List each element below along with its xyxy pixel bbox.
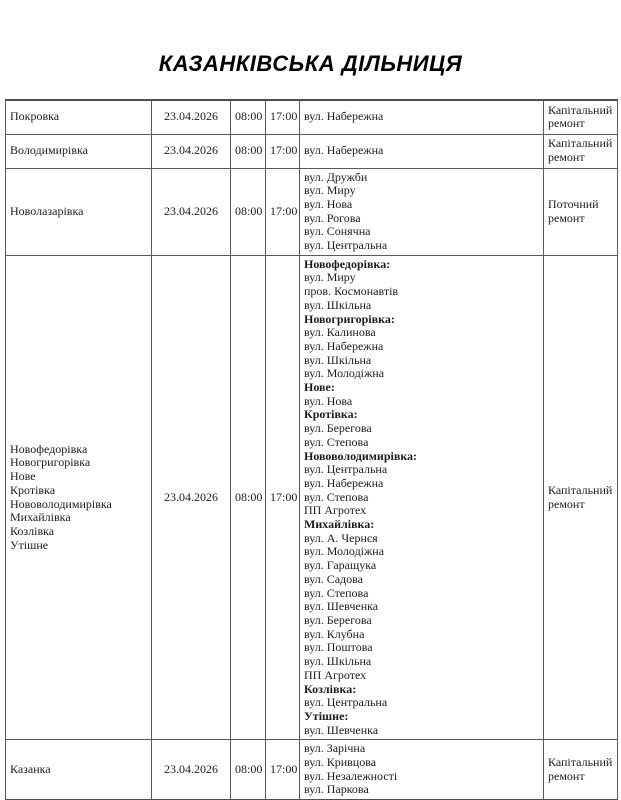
- street-name: вул. Калинова: [304, 325, 376, 340]
- start-time-cell: 08:00: [231, 740, 266, 800]
- street-name: ПП Агротех: [304, 503, 367, 518]
- table-row: [6, 100, 618, 134]
- work-type-cell: Капітальний ремонт: [544, 134, 618, 168]
- street-name: вул. Зарічна: [304, 741, 366, 756]
- settlement-name: Нововолодимирівка: [10, 496, 112, 511]
- settlement-name: Кротівка: [10, 482, 56, 497]
- start-time-cell: 08:00: [231, 100, 266, 134]
- street-name: вул. Миру: [304, 183, 356, 198]
- table-row: [6, 740, 618, 800]
- streets-cell: [300, 100, 544, 134]
- street-group-header: Новофедорівка:: [304, 256, 391, 271]
- street-name: вул. А. Чернєя: [304, 530, 378, 545]
- start-time-cell: 08:00: [231, 134, 266, 168]
- street-name: вул. Дружби: [304, 169, 368, 184]
- street-name: вул. Садова: [304, 571, 363, 586]
- street-name: вул. Набережна: [304, 143, 384, 158]
- street-name: вул. Рогова: [304, 210, 361, 225]
- end-time-cell: 17:00: [266, 134, 300, 168]
- street-group-header: Михайлівка:: [304, 517, 375, 532]
- street-name: вул. Шевченка: [304, 599, 379, 614]
- street-group-header: Козлівка:: [304, 681, 357, 696]
- streets-cell: [300, 168, 544, 255]
- settlement-name: Новофедорівка: [10, 441, 88, 456]
- date-cell: 23.04.2026: [152, 168, 231, 255]
- settlement-name: Казанка: [10, 761, 51, 776]
- street-name: вул. Сонячна: [304, 224, 371, 239]
- date-cell: 23.04.2026: [152, 740, 231, 800]
- street-group-header: Новогригорівка:: [304, 311, 395, 326]
- street-name: вул. Степова: [304, 585, 369, 600]
- end-time-cell: 17:00: [266, 168, 300, 255]
- street-name: вул. Шкільна: [304, 297, 372, 312]
- street-group-header: Утішне:: [304, 708, 349, 723]
- outage-table-body: [6, 100, 618, 800]
- street-name: вул. Кривцова: [304, 755, 377, 770]
- end-time-cell: 17:00: [266, 740, 300, 800]
- settlement-name: Новогригорівка: [10, 455, 91, 470]
- settlement-name: Новолазарівка: [10, 203, 84, 218]
- date-cell: 23.04.2026: [152, 134, 231, 168]
- street-name: вул. Центральна: [304, 462, 388, 477]
- start-time-cell: 08:00: [231, 255, 266, 740]
- end-time-cell: 17:00: [266, 100, 300, 134]
- street-name: вул. Шкільна: [304, 654, 372, 669]
- streets-cell: [300, 255, 544, 740]
- street-name: вул. Миру: [304, 270, 356, 285]
- streets-cell: [300, 740, 544, 800]
- work-type-cell: Капітальний ремонт: [544, 255, 618, 740]
- street-name: вул. Степова: [304, 489, 369, 504]
- street-name: вул. Нова: [304, 196, 353, 211]
- settlement-cell: [6, 168, 152, 255]
- table-row: [6, 255, 618, 740]
- end-time-cell: 17:00: [266, 255, 300, 740]
- street-name: вул. Гаращука: [304, 558, 377, 573]
- settlement-name: Покровка: [10, 109, 60, 124]
- settlement-cell: [6, 255, 152, 740]
- street-name: вул. Берегова: [304, 421, 372, 436]
- settlement-cell: [6, 740, 152, 800]
- date-cell: 23.04.2026: [152, 255, 231, 740]
- street-name: вул. Центральна: [304, 695, 388, 710]
- street-name: вул. Набережна: [304, 109, 384, 124]
- street-name: вул. Набережна: [304, 475, 384, 490]
- page-title: КАЗАНКІВСЬКА ДІЛЬНИЦЯ: [158, 51, 463, 76]
- settlement-name: Козлівка: [10, 523, 55, 538]
- settlement-cell: [6, 100, 152, 134]
- date-cell: 23.04.2026: [152, 100, 231, 134]
- street-name: вул. Паркова: [304, 782, 369, 797]
- street-group-header: Нове:: [304, 380, 335, 395]
- settlement-cell: [6, 134, 152, 168]
- start-time-cell: 08:00: [231, 168, 266, 255]
- settlement-name: Нове: [10, 469, 36, 484]
- street-name: вул. Центральна: [304, 238, 388, 253]
- street-name: вул. Берегова: [304, 613, 372, 627]
- street-name: пров. Космонавтів: [304, 284, 399, 299]
- outage-schedule-table: [5, 99, 618, 800]
- street-name: вул. Незалежності: [304, 768, 398, 783]
- settlement-name: Володимирівка: [10, 143, 89, 158]
- street-name: вул. Поштова: [304, 640, 373, 655]
- street-name: вул. Молодіжна: [304, 366, 385, 381]
- street-name: вул. Шкільна: [304, 352, 372, 367]
- table-row: [6, 168, 618, 255]
- street-name: ПП Агротех: [304, 667, 367, 682]
- work-type-cell: Капітальний ремонт: [544, 740, 618, 800]
- settlement-name: Михайлівка: [10, 510, 71, 525]
- settlement-name: Утішне: [10, 537, 49, 552]
- street-name: вул. Клубна: [304, 626, 365, 641]
- streets-cell: [300, 134, 544, 168]
- street-name: вул. Молодіжна: [304, 544, 385, 559]
- street-name: вул. Шевченка: [304, 722, 379, 737]
- street-group-header: Нововолодимирівка:: [304, 448, 418, 463]
- street-name: вул. Нова: [304, 393, 353, 408]
- street-name: вул. Набережна: [304, 338, 384, 353]
- table-row: [6, 134, 618, 168]
- work-type-cell: Поточний ремонт: [544, 168, 618, 255]
- work-type-cell: Капітальний ремонт: [544, 100, 618, 134]
- street-group-header: Кротівка:: [304, 407, 358, 422]
- street-name: вул. Степова: [304, 434, 369, 449]
